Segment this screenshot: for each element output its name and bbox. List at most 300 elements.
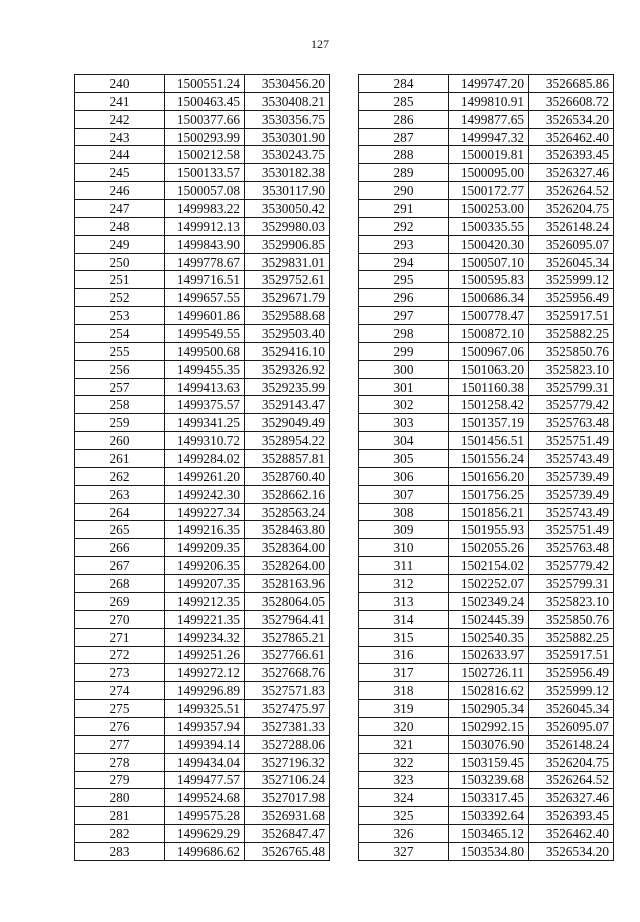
y-coordinate-cell: 3526204.75 (529, 753, 614, 771)
table-row (75, 610, 330, 628)
table-row (359, 700, 614, 718)
point-number-cell: 273 (75, 664, 165, 682)
x-coordinate-cell: 1499206.35 (165, 557, 245, 575)
table-row (359, 75, 614, 93)
point-number-cell: 312 (359, 575, 449, 593)
table-row (75, 253, 330, 271)
x-coordinate-cell: 1499207.35 (165, 575, 245, 593)
table-row (75, 307, 330, 325)
y-coordinate-cell: 3529416.10 (245, 342, 330, 360)
table-row (359, 592, 614, 610)
point-number-cell: 294 (359, 253, 449, 271)
x-coordinate-cell: 1499434.04 (165, 753, 245, 771)
point-number-cell: 256 (75, 360, 165, 378)
y-coordinate-cell: 3527964.41 (245, 610, 330, 628)
table-row (359, 539, 614, 557)
table-row (75, 75, 330, 93)
y-coordinate-cell: 3527106.24 (245, 771, 330, 789)
point-number-cell: 287 (359, 128, 449, 146)
table-row (75, 289, 330, 307)
x-coordinate-cell: 1501756.25 (449, 485, 529, 503)
x-coordinate-cell: 1502154.02 (449, 557, 529, 575)
table-row (359, 557, 614, 575)
table-row (359, 521, 614, 539)
point-number-cell: 258 (75, 396, 165, 414)
table-row (75, 325, 330, 343)
x-coordinate-cell: 1499947.32 (449, 128, 529, 146)
table-row (75, 592, 330, 610)
y-coordinate-cell: 3525751.49 (529, 432, 614, 450)
y-coordinate-cell: 3529671.79 (245, 289, 330, 307)
y-coordinate-cell: 3526095.07 (529, 235, 614, 253)
table-row (75, 485, 330, 503)
point-number-cell: 324 (359, 789, 449, 807)
point-number-cell: 325 (359, 807, 449, 825)
y-coordinate-cell: 3526462.40 (529, 128, 614, 146)
y-coordinate-cell: 3525743.49 (529, 503, 614, 521)
y-coordinate-cell: 3528954.22 (245, 432, 330, 450)
point-number-cell: 268 (75, 575, 165, 593)
y-coordinate-cell: 3528760.40 (245, 467, 330, 485)
x-coordinate-cell: 1501856.21 (449, 503, 529, 521)
table-row (75, 557, 330, 575)
point-number-cell: 326 (359, 825, 449, 843)
x-coordinate-cell: 1501556.24 (449, 450, 529, 468)
y-coordinate-cell: 3525956.49 (529, 664, 614, 682)
table-row (75, 646, 330, 664)
y-coordinate-cell: 3527475.97 (245, 700, 330, 718)
x-coordinate-cell: 1502055.26 (449, 539, 529, 557)
y-coordinate-cell: 3529049.49 (245, 414, 330, 432)
point-number-cell: 277 (75, 735, 165, 753)
point-number-cell: 327 (359, 842, 449, 860)
y-coordinate-cell: 3530408.21 (245, 92, 330, 110)
y-coordinate-cell: 3525999.12 (529, 682, 614, 700)
table-row (75, 825, 330, 843)
x-coordinate-cell: 1499524.68 (165, 789, 245, 807)
point-number-cell: 249 (75, 235, 165, 253)
table-row (359, 325, 614, 343)
point-number-cell: 286 (359, 110, 449, 128)
point-number-cell: 300 (359, 360, 449, 378)
x-coordinate-cell: 1500172.77 (449, 182, 529, 200)
x-coordinate-cell: 1499877.65 (449, 110, 529, 128)
table-row (359, 128, 614, 146)
table-row (359, 485, 614, 503)
point-number-cell: 292 (359, 217, 449, 235)
point-number-cell: 301 (359, 378, 449, 396)
table-row (75, 539, 330, 557)
point-number-cell: 246 (75, 182, 165, 200)
y-coordinate-cell: 3525799.31 (529, 378, 614, 396)
point-number-cell: 308 (359, 503, 449, 521)
y-coordinate-cell: 3526045.34 (529, 253, 614, 271)
table-row (359, 646, 614, 664)
y-coordinate-cell: 3527571.83 (245, 682, 330, 700)
table-row (359, 307, 614, 325)
y-coordinate-cell: 3525999.12 (529, 271, 614, 289)
y-coordinate-cell: 3525956.49 (529, 289, 614, 307)
table-row (359, 342, 614, 360)
coordinate-table-left (74, 74, 330, 861)
y-coordinate-cell: 3525743.49 (529, 450, 614, 468)
table-row (75, 450, 330, 468)
y-coordinate-cell: 3530243.75 (245, 146, 330, 164)
table-row (359, 771, 614, 789)
x-coordinate-cell: 1499455.35 (165, 360, 245, 378)
point-number-cell: 315 (359, 628, 449, 646)
table-row (359, 789, 614, 807)
y-coordinate-cell: 3529326.92 (245, 360, 330, 378)
y-coordinate-cell: 3526608.72 (529, 92, 614, 110)
table-row (359, 753, 614, 771)
y-coordinate-cell: 3527766.61 (245, 646, 330, 664)
x-coordinate-cell: 1501258.42 (449, 396, 529, 414)
y-coordinate-cell: 3528064.05 (245, 592, 330, 610)
table-row (75, 771, 330, 789)
point-number-cell: 263 (75, 485, 165, 503)
table-row (359, 146, 614, 164)
table-row (359, 253, 614, 271)
x-coordinate-cell: 1499810.91 (449, 92, 529, 110)
y-coordinate-cell: 3529588.68 (245, 307, 330, 325)
x-coordinate-cell: 1503392.64 (449, 807, 529, 825)
x-coordinate-cell: 1499413.63 (165, 378, 245, 396)
x-coordinate-cell: 1502992.15 (449, 717, 529, 735)
x-coordinate-cell: 1502905.34 (449, 700, 529, 718)
point-number-cell: 254 (75, 325, 165, 343)
y-coordinate-cell: 3526327.46 (529, 789, 614, 807)
x-coordinate-cell: 1499261.20 (165, 467, 245, 485)
x-coordinate-cell: 1501955.93 (449, 521, 529, 539)
table-row (359, 110, 614, 128)
point-number-cell: 305 (359, 450, 449, 468)
y-coordinate-cell: 3527668.76 (245, 664, 330, 682)
table-row (75, 271, 330, 289)
y-coordinate-cell: 3526148.24 (529, 735, 614, 753)
point-number-cell: 251 (75, 271, 165, 289)
table-row (75, 92, 330, 110)
y-coordinate-cell: 3525763.48 (529, 539, 614, 557)
x-coordinate-cell: 1500463.45 (165, 92, 245, 110)
table-row (75, 182, 330, 200)
table-row (359, 575, 614, 593)
table-row (75, 360, 330, 378)
x-coordinate-cell: 1501656.20 (449, 467, 529, 485)
x-coordinate-cell: 1500686.34 (449, 289, 529, 307)
y-coordinate-cell: 3525739.49 (529, 485, 614, 503)
y-coordinate-cell: 3530182.38 (245, 164, 330, 182)
point-number-cell: 257 (75, 378, 165, 396)
x-coordinate-cell: 1502252.07 (449, 575, 529, 593)
table-row (359, 807, 614, 825)
point-number-cell: 252 (75, 289, 165, 307)
x-coordinate-cell: 1503239.68 (449, 771, 529, 789)
x-coordinate-cell: 1501160.38 (449, 378, 529, 396)
x-coordinate-cell: 1500420.30 (449, 235, 529, 253)
table-row (75, 682, 330, 700)
y-coordinate-cell: 3526534.20 (529, 842, 614, 860)
x-coordinate-cell: 1499296.89 (165, 682, 245, 700)
x-coordinate-cell: 1500293.99 (165, 128, 245, 146)
x-coordinate-cell: 1502726.11 (449, 664, 529, 682)
table-row (359, 717, 614, 735)
x-coordinate-cell: 1503076.90 (449, 735, 529, 753)
x-coordinate-cell: 1500551.24 (165, 75, 245, 93)
x-coordinate-cell: 1501456.51 (449, 432, 529, 450)
point-number-cell: 304 (359, 432, 449, 450)
y-coordinate-cell: 3528364.00 (245, 539, 330, 557)
x-coordinate-cell: 1500377.66 (165, 110, 245, 128)
point-number-cell: 253 (75, 307, 165, 325)
x-coordinate-cell: 1499310.72 (165, 432, 245, 450)
table-row (75, 396, 330, 414)
point-number-cell: 313 (359, 592, 449, 610)
coordinate-table-right-body (359, 75, 614, 861)
y-coordinate-cell: 3529235.99 (245, 378, 330, 396)
y-coordinate-cell: 3525850.76 (529, 342, 614, 360)
point-number-cell: 283 (75, 842, 165, 860)
table-row (359, 610, 614, 628)
point-number-cell: 240 (75, 75, 165, 93)
y-coordinate-cell: 3528163.96 (245, 575, 330, 593)
x-coordinate-cell: 1500967.06 (449, 342, 529, 360)
y-coordinate-cell: 3526685.86 (529, 75, 614, 93)
x-coordinate-cell: 1503534.80 (449, 842, 529, 860)
x-coordinate-cell: 1503159.45 (449, 753, 529, 771)
point-number-cell: 302 (359, 396, 449, 414)
y-coordinate-cell: 3527865.21 (245, 628, 330, 646)
point-number-cell: 276 (75, 717, 165, 735)
point-number-cell: 262 (75, 467, 165, 485)
table-row (75, 128, 330, 146)
point-number-cell: 281 (75, 807, 165, 825)
y-coordinate-cell: 3525739.49 (529, 467, 614, 485)
x-coordinate-cell: 1499983.22 (165, 200, 245, 218)
x-coordinate-cell: 1499284.02 (165, 450, 245, 468)
x-coordinate-cell: 1499325.51 (165, 700, 245, 718)
point-number-cell: 291 (359, 200, 449, 218)
table-row (359, 432, 614, 450)
y-coordinate-cell: 3528857.81 (245, 450, 330, 468)
x-coordinate-cell: 1499251.26 (165, 646, 245, 664)
point-number-cell: 318 (359, 682, 449, 700)
y-coordinate-cell: 3529831.01 (245, 253, 330, 271)
table-row (75, 217, 330, 235)
point-number-cell: 296 (359, 289, 449, 307)
y-coordinate-cell: 3525799.31 (529, 575, 614, 593)
x-coordinate-cell: 1499209.35 (165, 539, 245, 557)
x-coordinate-cell: 1499601.86 (165, 307, 245, 325)
table-row (359, 378, 614, 396)
x-coordinate-cell: 1502816.62 (449, 682, 529, 700)
y-coordinate-cell: 3527017.98 (245, 789, 330, 807)
table-row (359, 271, 614, 289)
table-row (75, 200, 330, 218)
point-number-cell: 289 (359, 164, 449, 182)
table-row (359, 164, 614, 182)
y-coordinate-cell: 3526847.47 (245, 825, 330, 843)
y-coordinate-cell: 3525751.49 (529, 521, 614, 539)
table-row (75, 842, 330, 860)
y-coordinate-cell: 3528563.24 (245, 503, 330, 521)
point-number-cell: 247 (75, 200, 165, 218)
x-coordinate-cell: 1499272.12 (165, 664, 245, 682)
coordinate-table-right (358, 74, 614, 861)
y-coordinate-cell: 3530456.20 (245, 75, 330, 93)
point-number-cell: 255 (75, 342, 165, 360)
y-coordinate-cell: 3527288.06 (245, 735, 330, 753)
x-coordinate-cell: 1499341.25 (165, 414, 245, 432)
x-coordinate-cell: 1500778.47 (449, 307, 529, 325)
y-coordinate-cell: 3525779.42 (529, 557, 614, 575)
x-coordinate-cell: 1503465.12 (449, 825, 529, 843)
table-row (75, 700, 330, 718)
point-number-cell: 309 (359, 521, 449, 539)
point-number-cell: 323 (359, 771, 449, 789)
point-number-cell: 288 (359, 146, 449, 164)
x-coordinate-cell: 1499778.67 (165, 253, 245, 271)
point-number-cell: 285 (359, 92, 449, 110)
table-row (359, 396, 614, 414)
y-coordinate-cell: 3526393.45 (529, 807, 614, 825)
table-row (75, 146, 330, 164)
point-number-cell: 274 (75, 682, 165, 700)
table-row (359, 217, 614, 235)
y-coordinate-cell: 3529752.61 (245, 271, 330, 289)
x-coordinate-cell: 1499500.68 (165, 342, 245, 360)
point-number-cell: 242 (75, 110, 165, 128)
x-coordinate-cell: 1499549.55 (165, 325, 245, 343)
y-coordinate-cell: 3525850.76 (529, 610, 614, 628)
table-row (75, 378, 330, 396)
y-coordinate-cell: 3526931.68 (245, 807, 330, 825)
x-coordinate-cell: 1500595.83 (449, 271, 529, 289)
point-number-cell: 266 (75, 539, 165, 557)
point-number-cell: 279 (75, 771, 165, 789)
y-coordinate-cell: 3526327.46 (529, 164, 614, 182)
x-coordinate-cell: 1499716.51 (165, 271, 245, 289)
table-row (75, 717, 330, 735)
point-number-cell: 284 (359, 75, 449, 93)
point-number-cell: 317 (359, 664, 449, 682)
point-number-cell: 245 (75, 164, 165, 182)
x-coordinate-cell: 1499843.90 (165, 235, 245, 253)
y-coordinate-cell: 3526095.07 (529, 717, 614, 735)
y-coordinate-cell: 3525823.10 (529, 592, 614, 610)
table-row (75, 503, 330, 521)
point-number-cell: 259 (75, 414, 165, 432)
y-coordinate-cell: 3530301.90 (245, 128, 330, 146)
point-number-cell: 314 (359, 610, 449, 628)
table-row (75, 164, 330, 182)
x-coordinate-cell: 1499375.57 (165, 396, 245, 414)
x-coordinate-cell: 1499575.28 (165, 807, 245, 825)
point-number-cell: 295 (359, 271, 449, 289)
table-row (359, 842, 614, 860)
table-row (75, 664, 330, 682)
x-coordinate-cell: 1499227.34 (165, 503, 245, 521)
x-coordinate-cell: 1499629.29 (165, 825, 245, 843)
point-number-cell: 269 (75, 592, 165, 610)
point-number-cell: 311 (359, 557, 449, 575)
y-coordinate-cell: 3526393.45 (529, 146, 614, 164)
y-coordinate-cell: 3528264.00 (245, 557, 330, 575)
x-coordinate-cell: 1499212.35 (165, 592, 245, 610)
point-number-cell: 282 (75, 825, 165, 843)
x-coordinate-cell: 1500335.55 (449, 217, 529, 235)
table-row (359, 414, 614, 432)
point-number-cell: 275 (75, 700, 165, 718)
x-coordinate-cell: 1500253.00 (449, 200, 529, 218)
table-row (75, 789, 330, 807)
point-number-cell: 244 (75, 146, 165, 164)
x-coordinate-cell: 1502349.24 (449, 592, 529, 610)
y-coordinate-cell: 3526148.24 (529, 217, 614, 235)
point-number-cell: 264 (75, 503, 165, 521)
point-number-cell: 307 (359, 485, 449, 503)
table-row (359, 92, 614, 110)
table-row (359, 235, 614, 253)
x-coordinate-cell: 1502445.39 (449, 610, 529, 628)
y-coordinate-cell: 3526264.52 (529, 182, 614, 200)
x-coordinate-cell: 1502540.35 (449, 628, 529, 646)
y-coordinate-cell: 3526045.34 (529, 700, 614, 718)
x-coordinate-cell: 1502633.97 (449, 646, 529, 664)
y-coordinate-cell: 3530050.42 (245, 200, 330, 218)
x-coordinate-cell: 1499912.13 (165, 217, 245, 235)
table-row (359, 467, 614, 485)
table-row (359, 825, 614, 843)
x-coordinate-cell: 1499686.62 (165, 842, 245, 860)
x-coordinate-cell: 1503317.45 (449, 789, 529, 807)
table-row (359, 682, 614, 700)
y-coordinate-cell: 3529143.47 (245, 396, 330, 414)
point-number-cell: 293 (359, 235, 449, 253)
point-number-cell: 272 (75, 646, 165, 664)
y-coordinate-cell: 3527196.32 (245, 753, 330, 771)
point-number-cell: 319 (359, 700, 449, 718)
y-coordinate-cell: 3528662.16 (245, 485, 330, 503)
table-row (359, 664, 614, 682)
y-coordinate-cell: 3525882.25 (529, 325, 614, 343)
point-number-cell: 320 (359, 717, 449, 735)
y-coordinate-cell: 3525917.51 (529, 646, 614, 664)
point-number-cell: 267 (75, 557, 165, 575)
point-number-cell: 322 (359, 753, 449, 771)
x-coordinate-cell: 1501063.20 (449, 360, 529, 378)
table-row (75, 753, 330, 771)
y-coordinate-cell: 3526204.75 (529, 200, 614, 218)
table-row (359, 735, 614, 753)
x-coordinate-cell: 1499242.30 (165, 485, 245, 503)
x-coordinate-cell: 1500872.10 (449, 325, 529, 343)
point-number-cell: 265 (75, 521, 165, 539)
point-number-cell: 260 (75, 432, 165, 450)
point-number-cell: 278 (75, 753, 165, 771)
x-coordinate-cell: 1499747.20 (449, 75, 529, 93)
table-row (75, 342, 330, 360)
x-coordinate-cell: 1499657.55 (165, 289, 245, 307)
table-row (75, 235, 330, 253)
y-coordinate-cell: 3529503.40 (245, 325, 330, 343)
x-coordinate-cell: 1500095.00 (449, 164, 529, 182)
y-coordinate-cell: 3525763.48 (529, 414, 614, 432)
x-coordinate-cell: 1499234.32 (165, 628, 245, 646)
point-number-cell: 248 (75, 217, 165, 235)
table-row (359, 450, 614, 468)
point-number-cell: 316 (359, 646, 449, 664)
